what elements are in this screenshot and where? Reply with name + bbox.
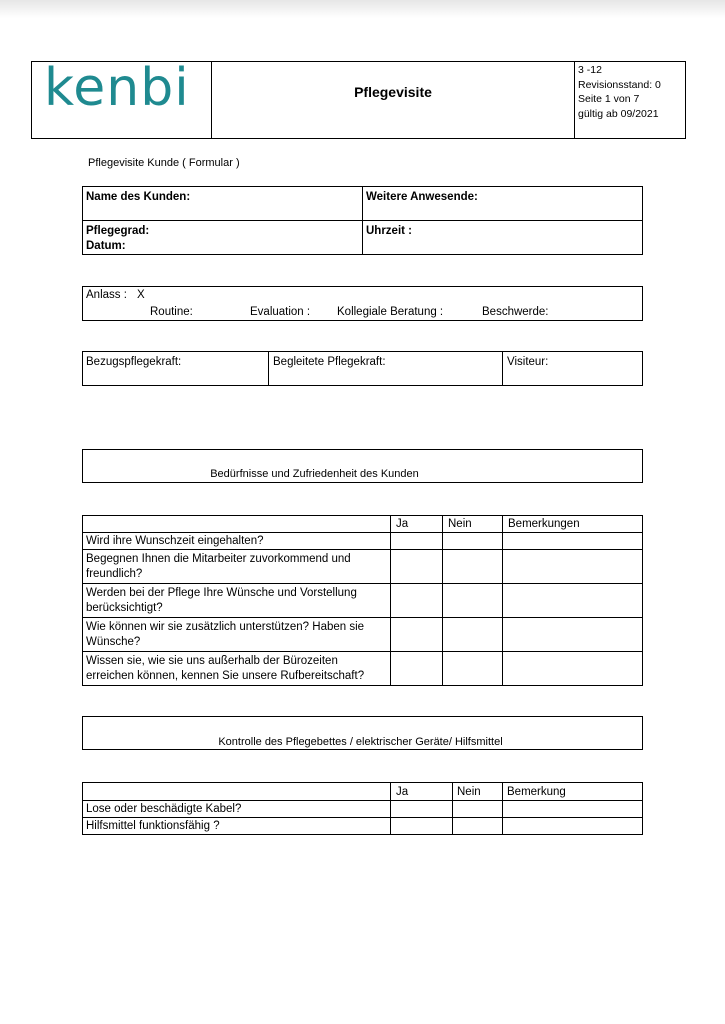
question-row: Wird ihre Wunschzeit eingehalten? [86,535,264,547]
question-row: Lose oder beschädigte Kabel? [86,803,242,815]
revision-status: Revisionsstand: 0 [578,78,661,91]
equipment-table [82,782,643,835]
option-complaint: Beschwerde: [482,306,549,318]
client-name-label: Name des Kunden: [86,191,191,203]
page-number: Seite 1 von 7 [578,93,640,105]
section-equipment-heading: Kontrolle des Pflegebettes / elektrischer Geräte/ Hilfsmittel [218,736,503,748]
care-grade-label: Pflegegrad: [86,225,150,237]
accompanying-nurse-label: Begleitete Pflegekraft: [273,356,386,368]
doc-number: 3 -12 [578,64,602,76]
col-yes-header: Ja [396,786,409,798]
col-no-header: Nein [457,786,481,798]
option-peer-consultation: Kollegiale Beratung : [337,306,444,318]
question-row: Wie können wir sie zusätzlich unterstützen? Haben sie Wünsche? [86,621,365,648]
occasion-box [82,286,643,321]
time-label: Uhrzeit : [366,225,412,237]
col-yes-header: Ja [396,518,409,530]
document-meta [574,62,685,138]
occasion-marker: X [137,289,145,301]
client-info-box [82,186,643,255]
question-row: Hilfsmittel funktionsfähig ? [86,820,220,832]
section-equipment-heading-box [82,716,643,750]
date-label: Datum: [86,240,126,252]
staff-box [82,351,643,386]
question-row: Begegnen Ihnen die Mitarbeiter zuvorkommend und freundlich? [86,553,351,580]
needs-table [82,515,643,686]
document-header [31,58,686,139]
col-remarks-header: Bemerkung [507,786,566,798]
section-needs-heading-box [82,449,643,483]
visitor-label: Visiteur: [507,356,549,368]
logo-cell [32,58,212,138]
option-evaluation: Evaluation : [250,306,311,318]
occasion-label: Anlass : [86,289,127,301]
valid-from: gültig ab 09/2021 [578,107,659,120]
question-row: Werden bei der Pflege Ihre Wünsche und Vorstellung berücksichtigt? [86,587,357,614]
other-present-label: Weitere Anwesende: [366,191,478,203]
col-remarks-header: Bemerkungen [508,518,580,530]
viewer-top-shadow [0,0,725,18]
primary-nurse-label: Bezugspflegekraft: [86,356,182,368]
question-row: Wissen sie, wie sie uns außerhalb der Bürozeiten erreichen können, kennen Sie unsere Rufbereitschaft? [86,655,365,682]
col-no-header: Nein [448,518,472,530]
kenbi-logo: kenbi [44,58,190,118]
page-title: Pflegevisite [354,84,432,100]
form-title: Pflegevisite Kunde ( Formular ) [88,157,240,169]
option-routine: Routine: [150,306,193,318]
section-needs-heading: Bedürfnisse und Zufriedenheit des Kunden [210,468,419,480]
